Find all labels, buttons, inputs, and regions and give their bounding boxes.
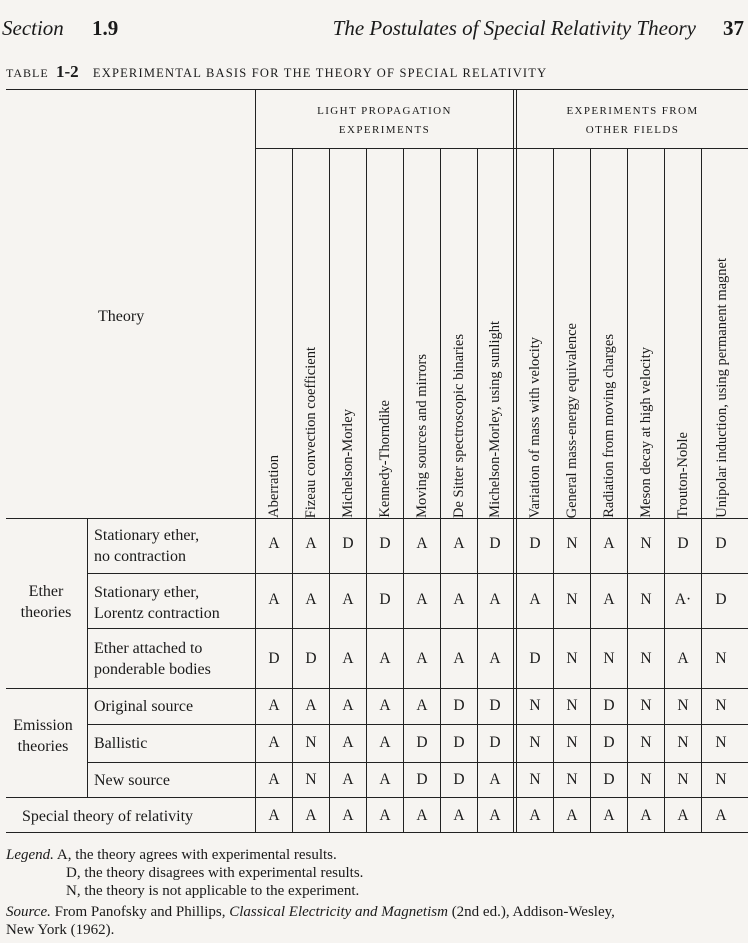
table-cell: N bbox=[566, 697, 578, 714]
table-cell: D bbox=[603, 734, 615, 751]
table-cell: A bbox=[715, 807, 727, 824]
table-cell: A bbox=[379, 771, 391, 788]
table-cell: D bbox=[268, 650, 280, 667]
table-cell: A bbox=[529, 807, 541, 824]
table-cell: A bbox=[453, 650, 465, 667]
table-cell: D bbox=[529, 650, 541, 667]
table-cell: A bbox=[416, 591, 428, 608]
table-cell: D bbox=[379, 535, 391, 552]
row-label-line: Lorentz contraction bbox=[94, 605, 220, 622]
table-cell: D bbox=[603, 697, 615, 714]
column-header: Moving sources and mirrors bbox=[413, 354, 430, 518]
table-number: 1-2 bbox=[55, 62, 79, 81]
legend-line-a bbox=[6, 846, 337, 864]
table-cell: A bbox=[268, 734, 280, 751]
table-cell: N bbox=[715, 771, 727, 788]
group-label-line: Ether bbox=[28, 583, 64, 600]
table-cell: A bbox=[305, 697, 317, 714]
row-label-original-source: Original source bbox=[94, 698, 194, 715]
table-cell: A· bbox=[674, 591, 692, 608]
column-header: Fizeau convection coefficient bbox=[302, 346, 319, 518]
table-cell: A bbox=[453, 807, 465, 824]
table-cell: A bbox=[268, 771, 280, 788]
table-cell: A bbox=[268, 591, 280, 608]
rule-row-5 bbox=[87, 762, 748, 763]
table-cell: A bbox=[677, 650, 689, 667]
table-cell: A bbox=[489, 807, 501, 824]
group-header-line: OTHER FIELDS bbox=[585, 124, 680, 136]
group-label-line: Emission bbox=[13, 717, 73, 734]
ether-theories-label bbox=[6, 581, 86, 623]
table-cell: D bbox=[603, 771, 615, 788]
table-cell: N bbox=[305, 734, 317, 751]
table-label: TABLE bbox=[6, 66, 49, 80]
rule-row-4 bbox=[87, 724, 748, 725]
rule-ether-bottom bbox=[6, 688, 748, 689]
table-cell: N bbox=[529, 697, 541, 714]
table-cell: A bbox=[342, 734, 354, 751]
row-label-line: ponderable bodies bbox=[94, 661, 211, 678]
table-cell: A bbox=[342, 807, 354, 824]
group-header-line: LIGHT PROPAGATION bbox=[317, 105, 452, 117]
table-cell: A bbox=[379, 650, 391, 667]
section-label: Section bbox=[2, 16, 64, 40]
rule-table-bottom bbox=[6, 832, 748, 833]
table-cell: D bbox=[453, 771, 465, 788]
table-cell: A bbox=[268, 535, 280, 552]
row-label-special-relativity: Special theory of relativity bbox=[22, 808, 194, 825]
table-cell: D bbox=[489, 697, 501, 714]
section-number: 1.9 bbox=[92, 16, 119, 40]
rule-emission-bottom bbox=[6, 797, 748, 798]
table-cell: A bbox=[379, 697, 391, 714]
table-cell: N bbox=[603, 650, 615, 667]
table-cell: A bbox=[268, 807, 280, 824]
table-cell: N bbox=[529, 771, 541, 788]
row-label-line: Ether attached to bbox=[94, 640, 203, 657]
rule-header-bottom bbox=[6, 518, 748, 519]
column-header: Michelson-Morley bbox=[339, 409, 356, 518]
column-header: De Sitter spectroscopic binaries bbox=[450, 333, 467, 518]
table-cell: A bbox=[566, 807, 578, 824]
table-cell: N bbox=[715, 697, 727, 714]
rule-row-2 bbox=[87, 628, 748, 629]
table-cell: A bbox=[268, 697, 280, 714]
table-cell: A bbox=[379, 807, 391, 824]
source-text-pre: From Panofsky and Phillips, bbox=[54, 904, 226, 920]
group-label-line: theories bbox=[17, 738, 69, 755]
table-cell: A bbox=[489, 591, 501, 608]
table-cell: A bbox=[640, 807, 652, 824]
page-number: 37 bbox=[723, 16, 744, 40]
table-cell: N bbox=[640, 535, 652, 552]
theory-column-header: Theory bbox=[98, 308, 145, 325]
table-cell: D bbox=[453, 734, 465, 751]
table-cell: D bbox=[305, 650, 317, 667]
table-cell: D bbox=[453, 697, 465, 714]
table-cell: A bbox=[342, 697, 354, 714]
table-cell: A bbox=[342, 771, 354, 788]
table-cell: A bbox=[603, 591, 615, 608]
row-label-line: Stationary ether, bbox=[94, 584, 200, 601]
column-header: Meson decay at high velocity bbox=[637, 347, 654, 518]
table-cell: A bbox=[677, 807, 689, 824]
source-line-2: New York (1962). bbox=[6, 922, 115, 938]
table-cell: N bbox=[677, 734, 689, 751]
source-label: Source. bbox=[6, 904, 51, 920]
table-cell: D bbox=[342, 535, 354, 552]
emission-theories-label bbox=[0, 715, 86, 757]
row-label-new-source: New source bbox=[94, 772, 170, 789]
column-header: Variation of mass with velocity bbox=[526, 336, 543, 518]
chapter-title: The Postulates of Special Relativity Theory bbox=[332, 16, 696, 40]
row-label-stationary-lorentz bbox=[94, 582, 220, 624]
rule-group-left bbox=[87, 518, 88, 797]
group-label-line: theories bbox=[20, 604, 72, 621]
table-cell: D bbox=[715, 535, 727, 552]
source-text-post: (2nd ed.), Addison-Wesley, bbox=[451, 904, 615, 920]
row-label-line: Stationary ether, bbox=[94, 527, 200, 544]
table-cell: N bbox=[529, 734, 541, 751]
column-header: Aberration bbox=[265, 455, 282, 518]
row-label-ether-attached bbox=[94, 638, 211, 680]
table-cell: D bbox=[489, 734, 501, 751]
group-header-light bbox=[256, 102, 513, 140]
table-cell: N bbox=[566, 650, 578, 667]
group-header-line: EXPERIMENTS FROM bbox=[566, 105, 699, 117]
table-cell: D bbox=[489, 535, 501, 552]
source-book-title: Classical Electricity and Magnetism bbox=[229, 904, 448, 920]
table-title: EXPERIMENTAL BASIS FOR THE THEORY OF SPECIAL RELATIVITY bbox=[92, 66, 548, 80]
table-caption bbox=[6, 62, 547, 82]
source-line bbox=[6, 903, 615, 921]
table-cell: A bbox=[305, 591, 317, 608]
legend-line-d: D, the theory disagrees with experimental results. bbox=[66, 865, 364, 881]
table-cell: N bbox=[566, 771, 578, 788]
rule-group-split-a bbox=[513, 89, 514, 832]
running-header bbox=[0, 16, 748, 46]
table-cell: A bbox=[529, 591, 541, 608]
group-header-line: EXPERIMENTS bbox=[338, 124, 431, 136]
table-cell: N bbox=[640, 734, 652, 751]
table-cell: A bbox=[489, 771, 501, 788]
table-cell: A bbox=[416, 697, 428, 714]
table-cell: A bbox=[379, 734, 391, 751]
row-label-line: no contraction bbox=[94, 548, 186, 565]
table-cell: A bbox=[305, 535, 317, 552]
table-cell: D bbox=[529, 535, 541, 552]
table-cell: A bbox=[603, 535, 615, 552]
group-header-other bbox=[517, 102, 748, 140]
table-cell: A bbox=[416, 807, 428, 824]
table-cell: A bbox=[603, 807, 615, 824]
table-cell: N bbox=[715, 650, 727, 667]
column-header: Unipolar induction, using permanent magnet bbox=[713, 258, 730, 518]
table-cell: N bbox=[640, 697, 652, 714]
table-cell: N bbox=[305, 771, 317, 788]
table-cell: N bbox=[677, 697, 689, 714]
table-cell: N bbox=[677, 771, 689, 788]
table-cell: N bbox=[566, 591, 578, 608]
table-cell: D bbox=[715, 591, 727, 608]
legend-line-n: N, the theory is not applicable to the experiment. bbox=[66, 883, 360, 899]
table-cell: D bbox=[416, 771, 428, 788]
rule-row-1 bbox=[87, 573, 748, 574]
table-cell: N bbox=[640, 591, 652, 608]
legend-label: Legend. bbox=[6, 847, 54, 863]
table-cell: A bbox=[453, 535, 465, 552]
table-cell: N bbox=[640, 650, 652, 667]
table-cell: A bbox=[453, 591, 465, 608]
table-cell: A bbox=[489, 650, 501, 667]
table-cell: A bbox=[342, 591, 354, 608]
table-cell: D bbox=[416, 734, 428, 751]
column-header: General mass-energy equivalence bbox=[563, 322, 580, 518]
table-cell: N bbox=[715, 734, 727, 751]
table-cell: D bbox=[379, 591, 391, 608]
table-cell: N bbox=[566, 734, 578, 751]
table-cell: N bbox=[640, 771, 652, 788]
table-cell: D bbox=[677, 535, 689, 552]
legend-a-text: A, the theory agrees with experimental results. bbox=[56, 847, 337, 863]
table-cell: A bbox=[342, 650, 354, 667]
table-cell: A bbox=[416, 650, 428, 667]
row-label-stationary-no-contraction bbox=[94, 525, 199, 567]
column-header: Kennedy-Thorndike bbox=[376, 400, 393, 518]
table-cell: A bbox=[305, 807, 317, 824]
column-header: Trouton-Noble bbox=[674, 431, 691, 518]
column-header: Michelson-Morley, using sunlight bbox=[487, 321, 503, 518]
rule-top bbox=[6, 89, 748, 90]
column-header: Radiation from moving charges bbox=[600, 334, 617, 518]
row-label-ballistic: Ballistic bbox=[94, 735, 148, 752]
table-cell: N bbox=[566, 535, 578, 552]
table-cell: A bbox=[416, 535, 428, 552]
